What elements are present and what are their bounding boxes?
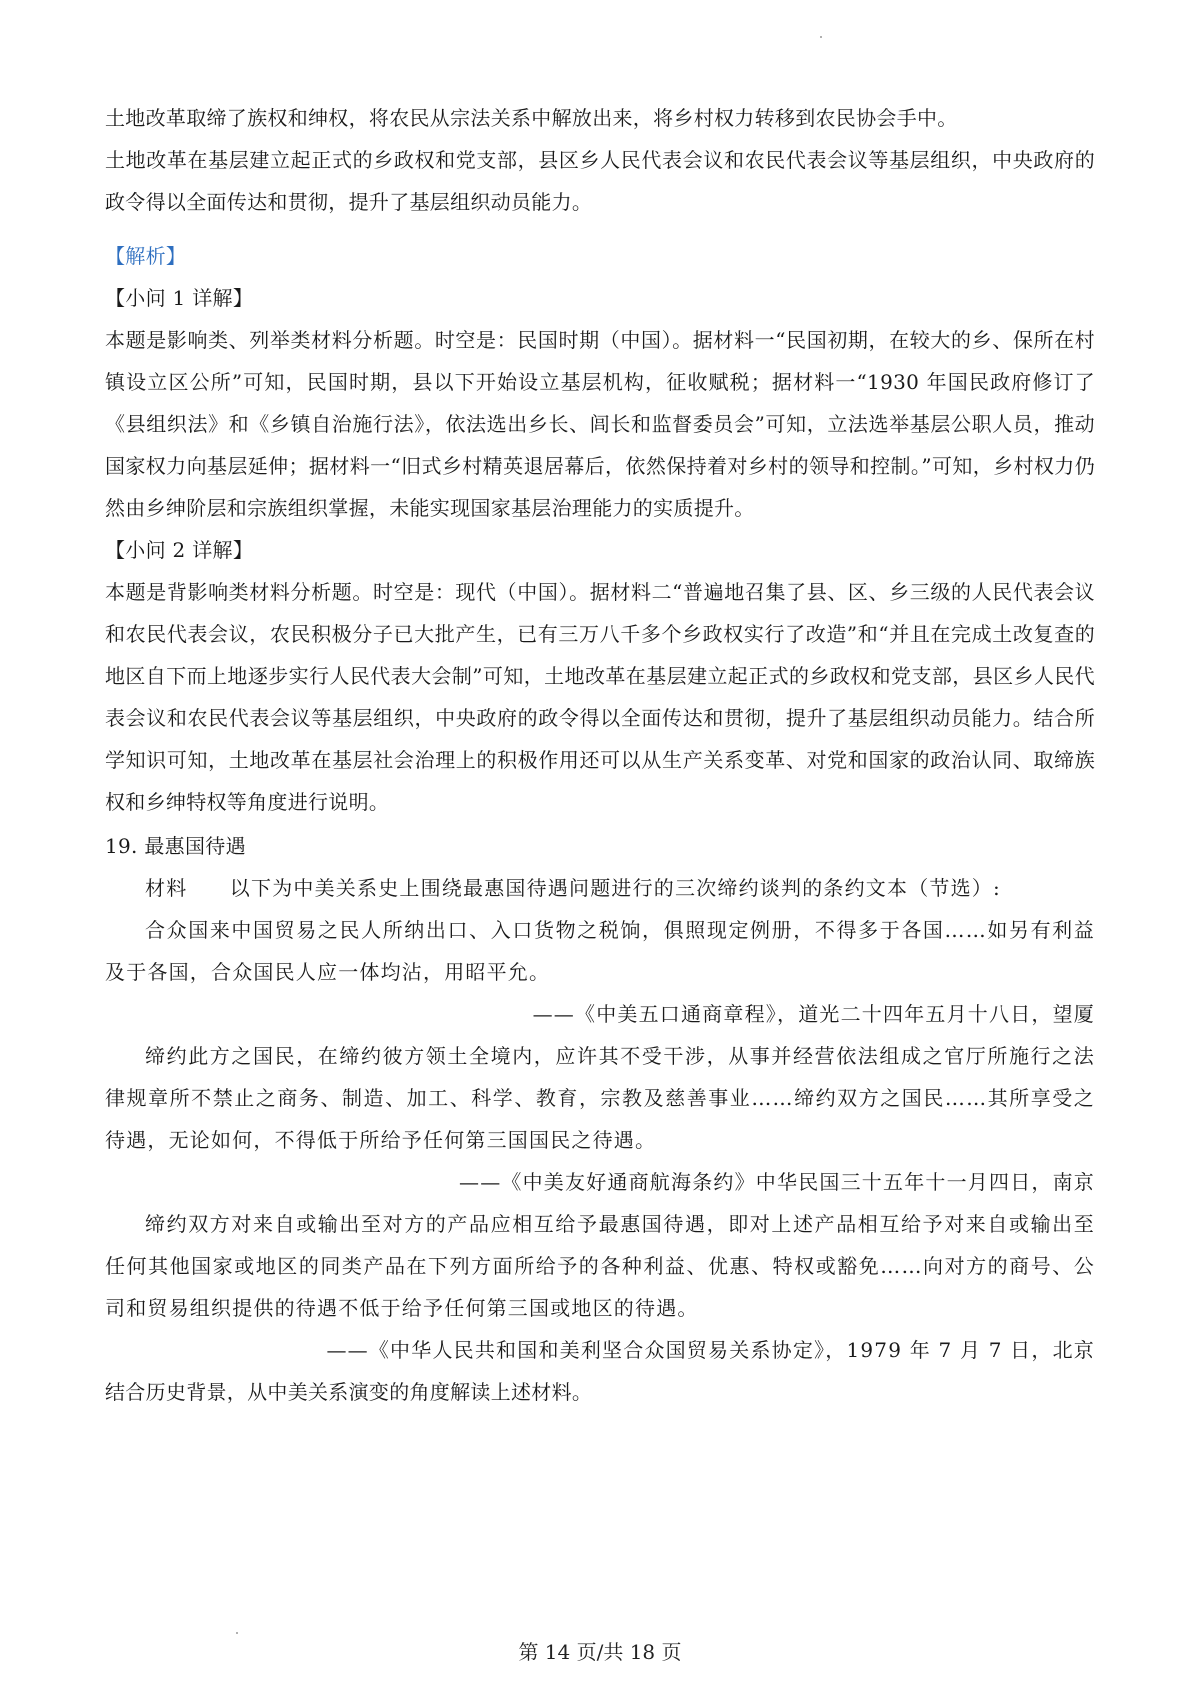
answer-section xyxy=(105,97,1095,223)
question-title: 19. 最惠国待遇 xyxy=(105,834,246,858)
analysis-heading: 【解析】 xyxy=(105,244,187,268)
analysis-section xyxy=(105,235,1095,823)
page-number: 第 14 页/共 18 页 xyxy=(518,1640,682,1664)
material-intro: 材料 以下为中美关系史上围绕最惠国待遇问题进行的三次缔约谈判的条约文本（节选）: xyxy=(145,876,1001,900)
treaty-source-1: ——《中美五口通商章程》，道光二十四年五月十八日，望厦 xyxy=(532,1002,1095,1026)
answer-line-2: 土地改革在基层建立起正式的乡政权和党支部，县区乡人民代表会议和农民代表会议等基层组织，中央政府的政令得以全面传达和贯彻，提升了基层组织动员能力。 xyxy=(105,148,1095,214)
question-19 xyxy=(105,825,1095,1413)
q1-body: 本题是影响类、列举类材料分析题。时空是：民国时期（中国）。据材料一“民国初期，在较大的乡、保所在村镇设立区公所”可知，民国时期，县以下开始设立基层机构，征收赋税；据材料一“1930 年国民政府修订了《县组织法》和《乡镇自治施行法》，依法选出乡长、闾长和监督委员会”可知，立法选举基层公职人员，推动国家权力向基层延伸；据材料一“旧式乡村精英退居幕后，依然保持着对乡村的领导和控制。”可知，乡村权力仍然由乡绅阶层和宗族组织掌握，未能实现国家基层治理能力的实质提升。 xyxy=(105,328,1095,520)
scan-speck xyxy=(820,36,822,38)
treaty-excerpt-2: 缔约此方之国民，在缔约彼方领土全境内，应许其不受干涉，从事并经营依法组成之官厅所施行之法律规章所不禁止之商务、制造、加工、科学、教育，宗教及慈善事业……缔约双方之国民……其所享受之待遇，无论如何，不得低于所给予任何第三国国民之待遇。 xyxy=(105,1044,1095,1152)
answer-line-1: 土地改革取缔了族权和绅权，将农民从宗法关系中解放出来，将乡村权力转移到农民协会手中。 xyxy=(105,106,958,130)
q1-heading: 【小问 1 详解】 xyxy=(105,286,254,310)
treaty-source-3: ——《中华人民共和国和美利坚合众国贸易关系协定》，1979 年 7 月 7 日，北京 xyxy=(326,1338,1095,1362)
treaty-excerpt-1: 合众国来中国贸易之民人所纳出口、入口货物之税饷，俱照现定例册，不得多于各国……如另有利益及于各国，合众国民人应一体均沾，用昭平允。 xyxy=(105,918,1095,984)
q2-body: 本题是背影响类材料分析题。时空是：现代（中国）。据材料二“普遍地召集了县、区、乡三级的人民代表会议和农民代表会议，农民积极分子已大批产生，已有三万八千多个乡政权实行了改造”和“并且在完成土改复查的地区自下而上地逐步实行人民代表大会制”可知，土地改革在基层建立起正式的乡政权和党支部，县区乡人民代表会议和农民代表会议等基层组织，中央政府的政令得以全面传达和贯彻，提升了基层组织动员能力。结合所学知识可知，土地改革在基层社会治理上的积极作用还可以从生产关系变革、对党和国家的政治认同、取缔族权和乡绅特权等角度进行说明。 xyxy=(105,580,1095,814)
scan-speck xyxy=(236,1632,238,1634)
treaty-source-2: ——《中美友好通商航海条约》中华民国三十五年十一月四日，南京 xyxy=(459,1170,1095,1194)
q2-heading: 【小问 2 详解】 xyxy=(105,538,254,562)
treaty-excerpt-3: 缔约双方对来自或输出至对方的产品应相互给予最惠国待遇，即对上述产品相互给予对来自或输出至任何其他国家或地区的同类产品在下列方面所给予的各种利益、优惠、特权或豁免……向对方的商号、公司和贸易组织提供的待遇不低于给予任何第三国或地区的待遇。 xyxy=(105,1212,1095,1320)
question-prompt: 结合历史背景，从中美关系演变的角度解读上述材料。 xyxy=(105,1380,593,1404)
